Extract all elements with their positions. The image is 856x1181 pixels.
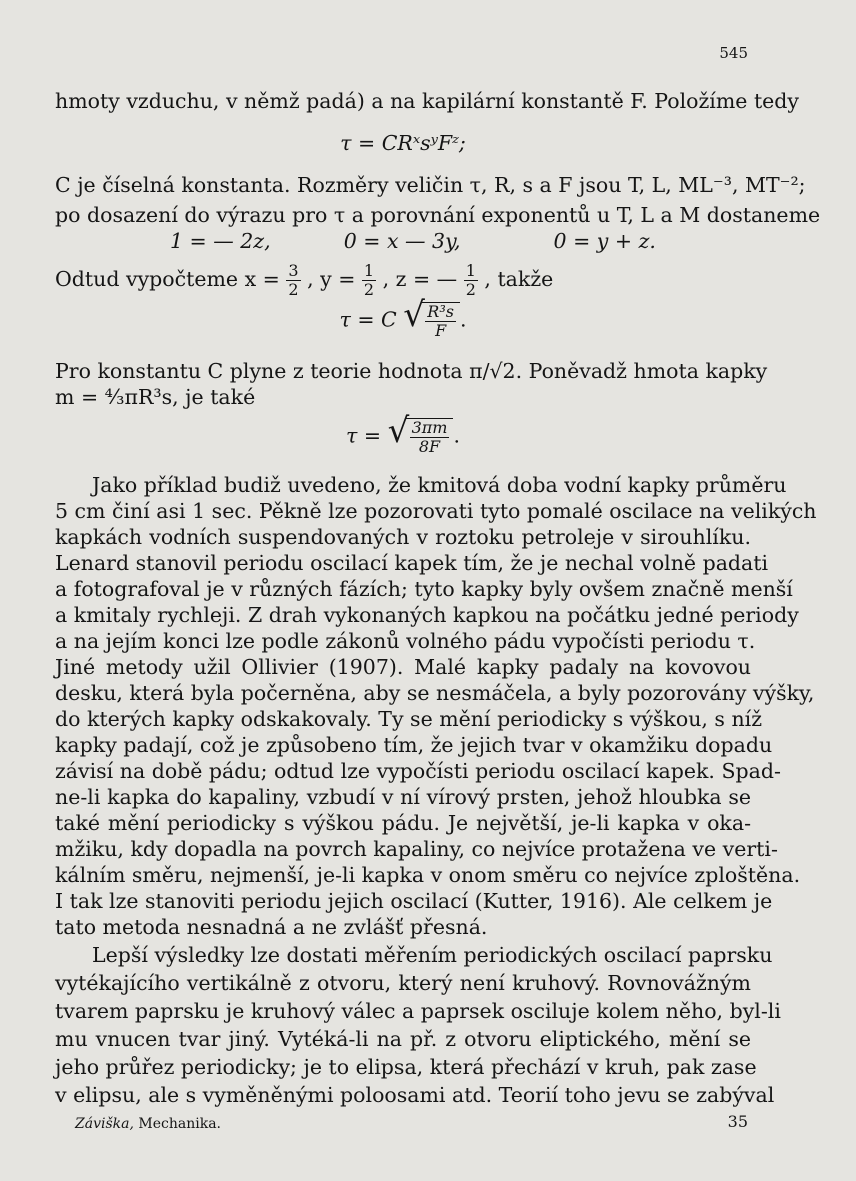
paragraph-line: mžiku, kdy dopadla na povrch kapaliny, co nejvíce protažena ve verti- <box>55 837 778 861</box>
text-segment: , y = <box>307 267 362 291</box>
paragraph-line: mu vnucen tvar jiný. Vytéká-li na př. z otvoru eliptického, mění se <box>55 1027 751 1051</box>
paragraph-line: I tak lze stanoviti periodu jejich oscilací (Kutter, 1916). Ale celkem je <box>55 889 773 913</box>
paragraph-line: kapky padají, což je způsobeno tím, že jejich tvar v okamžiku dopadu <box>55 733 773 757</box>
equation: 1 = — 2z, <box>170 229 271 253</box>
paragraph-line: kapkách vodních suspendovaných v roztoku petroleje v sirouhlíku. <box>55 525 751 549</box>
paragraph-line: tvarem paprsku je kruhový válec a paprsek osciluje kolem něho, byl-li <box>55 999 781 1023</box>
numerator: 3πm <box>411 418 448 437</box>
text-line: hmoty vzduchu, v němž padá) a na kapilární konstantě F. Položíme tedy <box>55 89 800 113</box>
numerator: 1 <box>363 261 375 280</box>
paragraph-line: Lepší výsledky lze dostati měřením periodických oscilací paprsku <box>92 943 773 967</box>
denominator: F <box>435 321 447 340</box>
footer-book: Mechanika. <box>133 1116 221 1132</box>
paragraph-line: Lenard stanovil periodu oscilací kapek tím, že je nechal volně padati <box>55 551 769 575</box>
fraction <box>286 262 300 299</box>
paragraph-line: do kterých kapky odskakovaly. Ty se mění periodicky s výškou, s níž <box>55 707 763 731</box>
text-line: Pro konstantu C plyne z teorie hodnota π/√2. Poněvadž hmota kapky <box>55 359 768 383</box>
paragraph-line: 5 cm činí asi 1 sec. Pěkně lze pozorovati tyto pomalé oscilace na velikých <box>55 499 817 523</box>
paragraph-line: vytékajícího vertikálně z otvoru, který není kruhový. Rovnovážným <box>55 971 751 995</box>
paragraph-line: a na jejím konci lze podle zákonů volného pádu vypočísti periodu τ. <box>55 629 756 653</box>
fraction <box>410 419 450 456</box>
paragraph-line: desku, která byla počerněna, aby se nesmáčela, a byly pozorovány výšky, <box>55 681 815 705</box>
paragraph-line: tato metoda nesnadná a ne zvlášť přesná. <box>55 915 488 939</box>
equation-system <box>170 226 656 256</box>
denominator: 2 <box>288 280 299 299</box>
square-root: √ $\frac{\text{R³s}}{F}$ <box>403 302 460 340</box>
paragraph-line: a kmitaly rychleji. Z drah vykonaných kapkou na počátku jedné periody <box>55 603 799 627</box>
text-line: po dosazení do výrazu pro τ a porovnání exponentů u T, L a M dostaneme <box>55 203 821 227</box>
fraction <box>464 262 478 299</box>
text-segment: , takže <box>484 267 554 291</box>
page-number: 545 <box>719 44 748 62</box>
text-line <box>55 262 751 299</box>
paragraph-line: kálním směru, nejmenší, je-li kapka v onom směru co nejvíce zploštěna. <box>55 863 801 887</box>
numerator: 1 <box>465 261 476 280</box>
equation-lhs: τ = C <box>339 307 397 332</box>
paragraph-line: a fotografoval je v různých fázích; tyto kapky byly ovšem značně menší <box>55 577 793 601</box>
equation-lhs: τ = <box>346 423 382 448</box>
denominator: 2 <box>363 280 375 299</box>
fraction <box>362 262 376 299</box>
paragraph-line: Jako příklad budiž uvedeno, že kmitová doba vodní kapky průměru <box>92 473 787 497</box>
paragraph-line: Jiné metody užil Ollivier (1907). Malé kapky padaly na kovovou <box>55 655 751 679</box>
paragraph-line: závisí na době pádu; odtud lze vypočísti periodu oscilací kapek. Spad- <box>55 759 781 783</box>
paragraph-line: jeho průřez periodicky; je to elipsa, která přechází v kruh, pak zase <box>55 1055 757 1079</box>
numerator: 3 <box>288 261 299 280</box>
fraction <box>425 303 456 340</box>
equation: τ = √ $\frac{3\pi m}{8F}$ . <box>346 411 460 456</box>
equation: 0 = x — 3y, <box>343 229 461 253</box>
sheet-number: 35 <box>727 1112 748 1131</box>
paragraph-line: v elipsu, ale s vyměněnými poloosami atd. Teorií toho jevu se zabýval <box>55 1083 775 1107</box>
equation: 0 = y + z. <box>553 229 656 253</box>
equation: τ = CRˣsʸFᶻ; <box>340 131 466 155</box>
text-segment: Odtud vypočteme x = <box>55 267 287 291</box>
numerator: R³s <box>427 302 454 321</box>
square-root: √ $\frac{3\pi m}{8F}$ <box>388 418 454 456</box>
text-line: C je číselná konstanta. Rozměry veličin τ, R, s a F jsou T, L, ML⁻³, MT⁻²; <box>55 173 806 197</box>
text-segment: , z = — <box>382 267 464 291</box>
paragraph-line: také mění periodicky s výškou pádu. Je největší, je-li kapka v oka- <box>55 811 751 835</box>
paragraph-line: ne-li kapka do kapaliny, vzbudí v ní vírový prsten, jehož hloubka se <box>55 785 751 809</box>
footer-signature <box>75 1116 221 1132</box>
denominator: 8F <box>418 437 441 456</box>
equation: τ = C √ $\frac{\text{R³s}}{F}$ . <box>339 295 467 340</box>
denominator: 2 <box>465 280 476 299</box>
footer-author: Záviška, <box>75 1116 134 1132</box>
text-line: m = ⁴⁄₃πR³s, je také <box>55 385 256 409</box>
